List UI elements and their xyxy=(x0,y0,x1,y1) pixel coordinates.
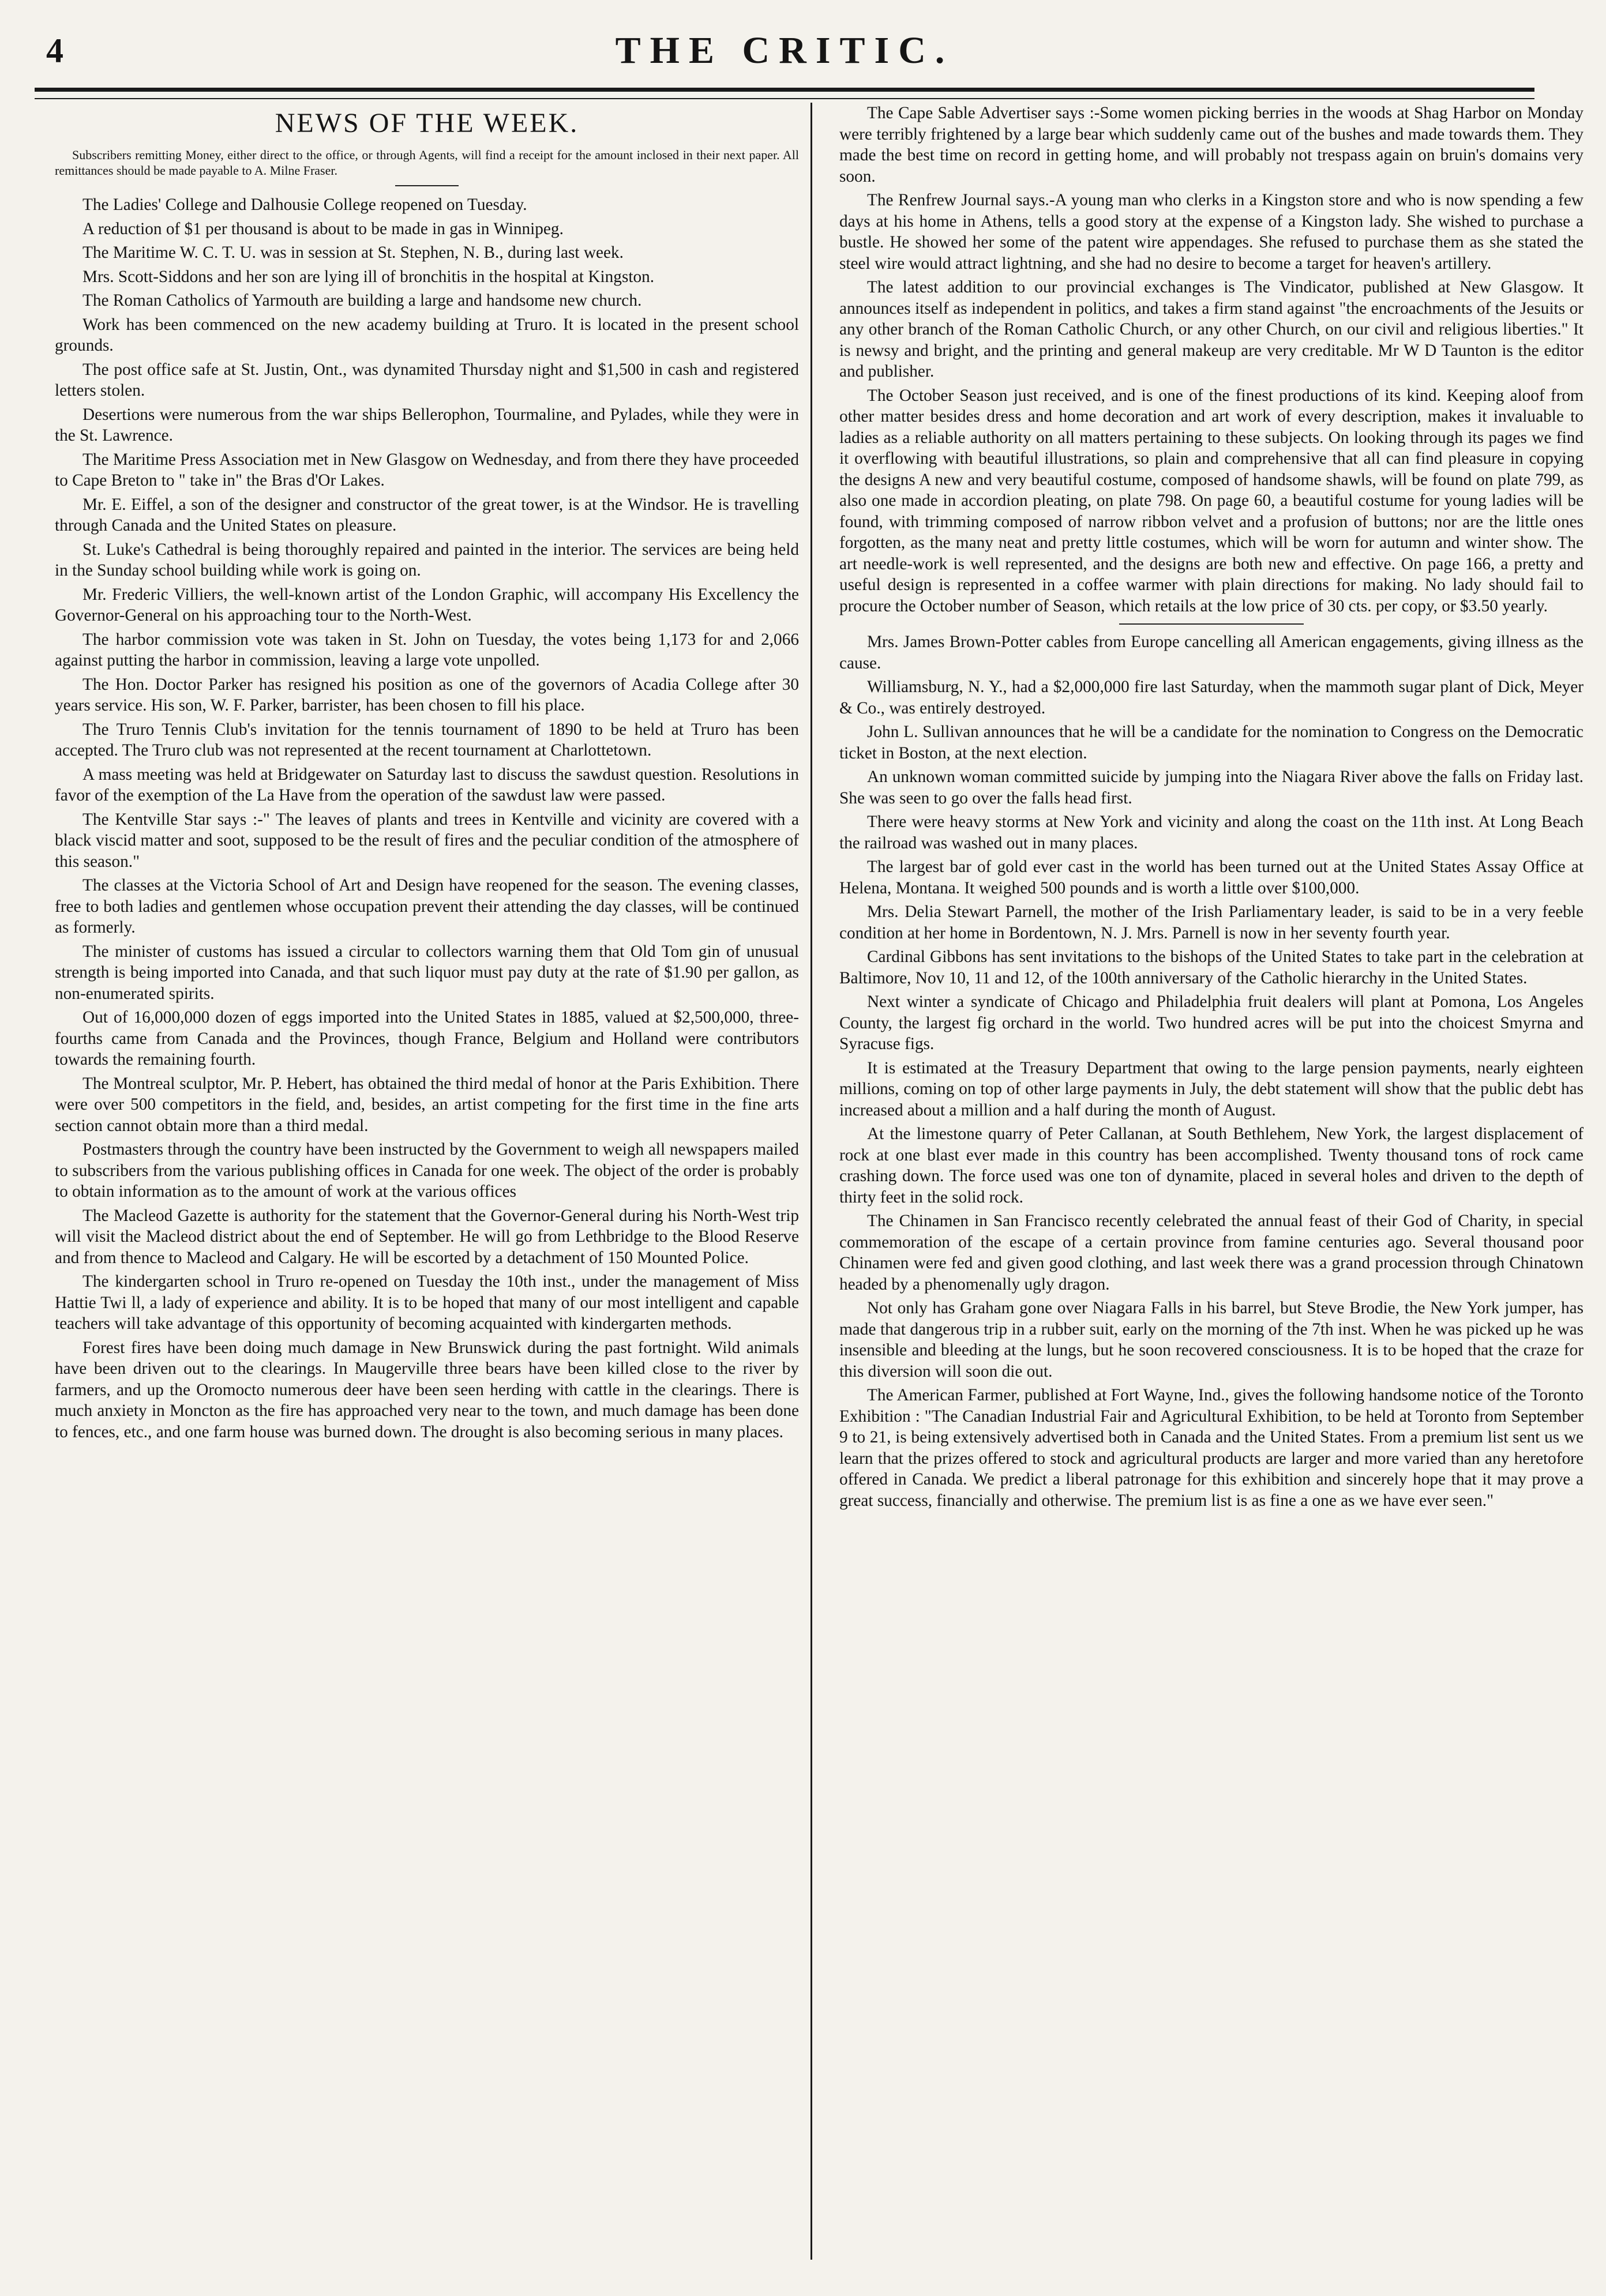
section-divider xyxy=(1119,623,1304,625)
news-item: Desertions were numerous from the war ships Bellerophon, Tourmaline, and Pylades, while they were in the St. Lawrence. xyxy=(55,405,799,445)
news-item: Mr. Frederic Villiers, the well-known artist of the London Graphic, will accompany His Excellency the Governor-General on his approaching tour to the North-West. xyxy=(55,585,799,625)
section-heading: NEWS OF THE WEEK. xyxy=(275,108,579,138)
news-item: The Kentville Star says :-" The leaves of plants and trees in Kentville and vicinity are covered with a black viscid matter and soot, supposed to be the result of fires and the peculiar condition of the atmosphere of this season." xyxy=(55,810,799,871)
news-item: John L. Sullivan announces that he will be a candidate for the nomination to Congress on the Democratic ticket in Boston, at the next election. xyxy=(839,723,1584,762)
news-item: The Cape Sable Advertiser says :-Some women picking berries in the woods at Shag Harbor on Monday were terribly frightened by a large bear which suddenly came out of the bushes and made towards them. They made the best time on record in getting home, and will probably not trespass again on bruin's domains very soon. xyxy=(839,104,1584,186)
news-item: The Maritime Press Association met in New Glasgow on Wednesday, and from there they have proceeded to Cape Breton to " take in" the Bras d'Or Lakes. xyxy=(55,450,799,490)
news-item: The Ladies' College and Dalhousie College reopened on Tuesday. xyxy=(82,196,527,214)
news-item: The Chinamen in San Francisco recently celebrated the annual feast of their God of Charity, in special commemoration of the escape of a certain province from famine centuries ago. Several thousand poor Chinamen were fed and given good clothing, and last week there was a grand procession through Chinatown headed by a phenomenally ugly dragon. xyxy=(839,1212,1584,1294)
news-item: The Montreal sculptor, Mr. P. Hebert, has obtained the third medal of honor at the Paris Exhibition. There were over 500 competitors in the field, and, besides, an artist competing for the first time in the fine arts section cannot obtain more than a third medal. xyxy=(55,1074,799,1135)
left-column xyxy=(55,103,799,1445)
subscriber-notice: Subscribers remitting Money, either direct to the office, or through Agents, will find a receipt for the amount inclosed in their next paper. All remittances should be made payable to A. Milne Fraser. xyxy=(55,148,799,178)
news-item: The American Farmer, published at Fort Wayne, Ind., gives the following handsome notice of the Toronto Exhibition : "The Canadian Industrial Fair and Agricultural Exhibition, to be held at Toronto from September 9 to 21, is being extensively advertised both in Canada and the United States. From a premium list sent us we learn that the prizes offered to stock and agricultural products are larger and more varied than any heretofore offered in Canada. We predict a liberal patronage for this exhibition and sincerely hope that it may prove a great success, financially and otherwise. The premium list is as fine a one as we have ever seen." xyxy=(839,1386,1584,1510)
news-item: Cardinal Gibbons has sent invitations to the bishops of the United States to take part in the celebration at Baltimore, Nov 10, 11 and 12, of the 100th anniversary of the Catholic hierarchy in the United States. xyxy=(839,948,1584,987)
news-item: The Hon. Doctor Parker has resigned his position as one of the governors of Acadia College after 30 years service. His son, W. F. Parker, barrister, has been chosen to fill his place. xyxy=(55,675,799,715)
news-item: There were heavy storms at New York and vicinity and along the coast on the 11th inst. At Long Beach the railroad was washed out in many places. xyxy=(839,813,1584,852)
paper-title: THE CRITIC. xyxy=(615,29,954,72)
news-item: The kindergarten school in Truro re-opened on Tuesday the 10th inst., under the management of Miss Hattie Twi ll, a lady of experience and ability. It is to be hoped that many of our most intelligent and capable teachers will take advantage of this opportunity of becoming acquainted with kindergarten methods. xyxy=(55,1272,799,1333)
news-item: The minister of customs has issued a circular to collectors warning them that Old Tom gin of unusual strength is being imported into Canada, and that such liquor must pay duty at the rate of $1.90 per gallon, as non-enumerated spirits. xyxy=(55,942,799,1003)
news-item: The Maritime W. C. T. U. was in session at St. Stephen, N. B., during last week. xyxy=(82,243,624,262)
news-item: The Roman Catholics of Yarmouth are building a large and handsome new church. xyxy=(82,291,642,310)
news-item: The latest addition to our provincial exchanges is The Vindicator, published at New Glasgow. It announces itself as independent in politics, and takes a firm stand against "the encroachments of the Jesuits or any other branch of the Roman Catholic Church, or any other Church, on our civil and religious liberties." It is newsy and bright, and the printing and general makeup are very creditable. Mr W D Taunton is the editor and publisher. xyxy=(839,278,1584,381)
news-item: Not only has Graham gone over Niagara Falls in his barrel, but Steve Brodie, the New York jumper, has made that dangerous trip in a rubber suit, early on the morning of the 7th inst. When he was picked up he was insensible and bleeding at the lungs, but he soon recovered consciousness. It is to be hoped that the craze for this diversion will soon die out. xyxy=(839,1299,1584,1381)
masthead xyxy=(35,27,1534,84)
right-column xyxy=(839,103,1584,1514)
news-item: The largest bar of gold ever cast in the world has been turned out at the United States Assay Office at Helena, Montana. It weighed 500 pounds and is worth a little over $100,000. xyxy=(839,858,1584,897)
news-item: Mrs. Delia Stewart Parnell, the mother of the Irish Parliamentary leader, is said to be in a very feeble condition at her home in Bordentown, N. J. Mrs. Parnell is now in her seventy fourth year. xyxy=(839,903,1584,942)
news-item: An unknown woman committed suicide by jumping into the Niagara River above the falls on Friday last. She was seen to go over the falls head first. xyxy=(839,768,1584,807)
news-item: Postmasters through the country have been instructed by the Government to weigh all newspapers mailed to subscribers from the various publishing offices in Canada for one week. The object of the order is probably to obtain information as to the amount of work at the various offices xyxy=(55,1140,799,1201)
news-item: At the limestone quarry of Peter Callanan, at South Bethlehem, New York, the largest displacement of rock at one blast ever made in this country has been accomplished. Twenty thousand tons of rock came crashing down. The force used was one ton of dynamite, placed in several holes and driven to the depth of thirty feet in the solid rock. xyxy=(839,1125,1584,1207)
heading-divider xyxy=(395,185,459,186)
news-item: Forest fires have been doing much damage in New Brunswick during the past fortnight. Wild animals have been driven out to the clearings. In Maugerville three bears have been killed close to the river by farmers, and up the Oromocto numerous deer have been seen herding with cattle in the clearings. There is much anxiety in Moncton as the fire has approached very near to the town, and much damage has been done to fences, etc., and one farm house was burned down. The drought is also becoming serious in many places. xyxy=(55,1338,799,1441)
column-divider xyxy=(810,103,812,2260)
page-number: 4 xyxy=(46,32,63,70)
news-item: Work has been commenced on the new academy building at Truro. It is located in the present school grounds. xyxy=(55,315,799,355)
news-item: Next winter a syndicate of Chicago and Philadelphia fruit dealers will plant at Pomona, Los Angeles County, the largest fig orchard in the world. Two hundred acres will be put into the choicest Smyrna and Syracuse figs. xyxy=(839,993,1584,1053)
news-item: Mrs. James Brown-Potter cables from Europe cancelling all American engagements, giving illness as the cause. xyxy=(839,633,1584,672)
news-item: The Truro Tennis Club's invitation for the tennis tournament of 1890 to be held at Truro has been accepted. The Truro club was not represented at the recent tournament at Charlottetown. xyxy=(55,720,799,760)
masthead-rule-thick xyxy=(35,88,1534,92)
news-item: St. Luke's Cathedral is being thoroughly repaired and painted in the interior. The services are being held in the Sunday school building while work is going on. xyxy=(55,540,799,580)
news-item: Mrs. Scott-Siddons and her son are lying ill of bronchitis in the hospital at Kingston. xyxy=(82,267,655,286)
masthead-rule-thin xyxy=(35,98,1534,99)
news-item: The Macleod Gazette is authority for the statement that the Governor-General during his North-West trip will visit the Macleod district about the end of September. He will go from Lethbridge to the Blood Reserve and from thence to Macleod and Calgary. He will be escorted by a detachment of 150 Mounted Police. xyxy=(55,1206,799,1267)
news-item: The Renfrew Journal says.-A young man who clerks in a Kingston store and who is now spending a few days at his home in Athens, tells a good story at the expense of a Kingston lady. She wished to purchase a bustle. He showed her some of the patent wire appendages. She refused to purchase them as she stated the steel wire would attract lightning, and she had no desire to become a target for heaven's artillery. xyxy=(839,191,1584,273)
news-item: A mass meeting was held at Bridgewater on Saturday last to discuss the sawdust question. Resolutions in favor of the exemption of the La Have from the operation of the sawdust law were passed. xyxy=(55,765,799,805)
news-item: Out of 16,000,000 dozen of eggs imported into the United States in 1885, valued at $2,500,000, three-fourths came from Canada and the Provinces, though France, Belgium and Holland were contributors towards the remaining fourth. xyxy=(55,1008,799,1069)
news-item: Mr. E. Eiffel, a son of the designer and constructor of the great tower, is at the Windsor. He is travelling through Canada and the United States on pleasure. xyxy=(55,495,799,535)
news-item: The harbor commission vote was taken in St. John on Tuesday, the votes being 1,173 for and 2,066 against putting the harbor in commission, leaving a large vote unpolled. xyxy=(55,630,799,670)
news-item: The October Season just received, and is one of the finest productions of its kind. Keeping aloof from other matter besides dress and home decoration and art work of every description, makes it invaluable to ladies as a reliable authority on all matters pertaining to these subjects. On looking through its pages we find it overflowing with beautiful illustrations, so plain and comprehensive that all can find pleasure in copying the designs A new and very beautiful costume, composed of handsome shawls, will be found on plate 799, as also one made in accordion pleating, on plate 798. On page 60, a beautiful costume for young ladies will be found, with trimming composed of narrow ribbon velvet and a profusion of buttons; nor are the little ones forgotten, as the many neat and pretty little costumes, which will be worn for autumn and winter show. The art needle-work is well represented, and the designs are both new and effective. On page 166, a pretty and useful design is represented in a coffee warmer with plain directions for making. No lady should fail to procure the October number of Season, which retails at the low price of 30 cts. per copy, or $3.50 yearly. xyxy=(839,386,1584,615)
news-item: The post office safe at St. Justin, Ont., was dynamited Thursday night and $1,500 in cash and registered letters stolen. xyxy=(55,360,799,400)
news-item: It is estimated at the Treasury Department that owing to the large pension payments, nearly eighteen millions, coming on top of other large payments in July, the debt statement will show that the public debt has increased about a million and a half during the month of August. xyxy=(839,1058,1584,1119)
news-item: Williamsburg, N. Y., had a $2,000,000 fire last Saturday, when the mammoth sugar plant of Dick, Meyer & Co., was entirely destroyed. xyxy=(839,678,1584,717)
news-item: The classes at the Victoria School of Art and Design have reopened for the season. The evening classes, free to both ladies and gentlemen whose occupation prevent their attending the day classes, will be continued as formerly. xyxy=(55,876,799,937)
news-item: A reduction of $1 per thousand is about to be made in gas in Winnipeg. xyxy=(82,219,564,238)
